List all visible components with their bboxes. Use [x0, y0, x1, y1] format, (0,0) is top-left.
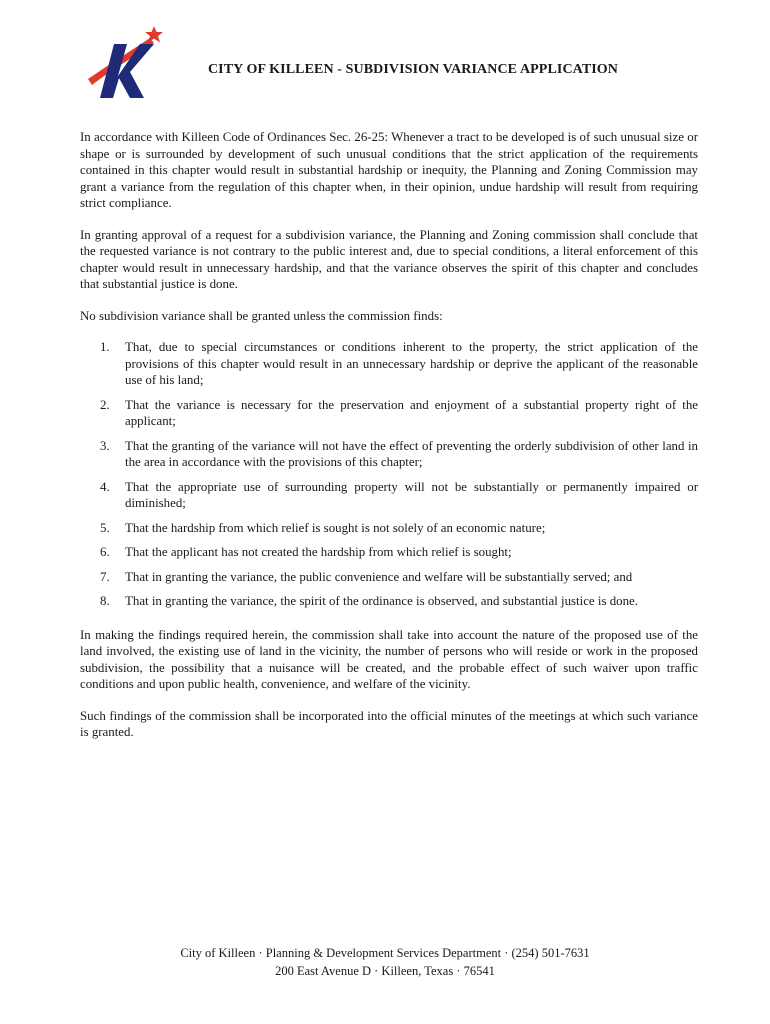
page-footer [0, 944, 770, 980]
finding-text: That the applicant has not created the hardship from which relief is sought; [125, 545, 512, 559]
finding-number: 3. [100, 438, 110, 453]
finding-number: 7. [100, 569, 110, 584]
finding-item [80, 479, 698, 512]
finding-text: That the appropriate use of surrounding property will not be substantially or permanently impaired or diminished; [125, 479, 698, 510]
finding-number: 2. [100, 397, 110, 412]
finding-text: That the granting of the variance will not have the effect of preventing the orderly subdivision of other land in the area in accordance with the provisions of this chapter; [125, 438, 698, 469]
finding-item [80, 544, 698, 561]
document-title: CITY OF KILLEEN - SUBDIVISION VARIANCE APPLICATION [207, 62, 619, 77]
finding-number: 6. [100, 545, 110, 559]
finding-text: That the hardship from which relief is sought is not solely of an economic nature; [125, 520, 546, 535]
intro-paragraph-findings-lead: No subdivision variance shall be granted unless the commission finds: [80, 308, 443, 323]
finding-number: 4. [100, 479, 110, 494]
finding-number: 5. [100, 520, 110, 535]
finding-text: That, due to special circumstances or conditions inherent to the property, the strict application of the provisions of this chapter would result in an unnecessary hardship or deprive the applicant of the reasonable use of his land; [125, 340, 698, 387]
finding-item [80, 520, 698, 537]
footer-address-line: 200 East Avenue D · Killeen, Texas · 76541 [275, 964, 495, 978]
finding-item [80, 593, 698, 610]
finding-text: That the variance is necessary for the preservation and enjoyment of a substantial property right of the applicant; [125, 397, 698, 428]
finding-item [80, 339, 698, 389]
footer-department-line: City of Killeen · Planning & Development Services Department · (254) 501-7631 [180, 946, 590, 960]
finding-number: 8. [100, 594, 110, 608]
finding-item [80, 438, 698, 471]
finding-item [80, 397, 698, 430]
closing-paragraph-considerations: In making the findings required herein, the commission shall take into account the nature of the proposed use of the land involved, the existing use of land in the vicinity, the number of persons who will reside or work in the proposed subdivision, the possibility that a nuisance will be created, and the probable effect of such waiver upon traffic conditions and upon public health, convenience, and welfare of the vicinity. [80, 627, 698, 691]
intro-paragraph-approval: In granting approval of a request for a subdivision variance, the Planning and Zoning commission shall conclude that the requested variance is not contrary to the public interest and, due to special conditions, a literal enforcement of this chapter would result in unnecessary hardship, and that the variance observes the spirit of this chapter and concludes that substantial justice is done. [80, 227, 698, 291]
findings-list [80, 339, 698, 610]
finding-item [80, 569, 698, 586]
finding-text: That in granting the variance, the spirit of the ordinance is observed, and substantial justice is done. [125, 594, 638, 608]
finding-number: 1. [100, 340, 110, 354]
document-body [80, 129, 698, 756]
finding-text: That in granting the variance, the public convenience and welfare will be substantially served; and [125, 569, 633, 584]
closing-paragraph-minutes: Such findings of the commission shall be incorporated into the official minutes of the meetings at which such variance is granted. [80, 708, 698, 739]
intro-paragraph-ordinance: In accordance with Killeen Code of Ordinances Sec. 26-25: Whenever a tract to be developed is of such unusual size or shape or is surrounded by development of such unusual conditions that the strict application of the requirements contained in this chapter would result in substantial hardship or inequity, the Planning and Zoning Commission may grant a variance from the regulation of this chapter when, in their opinion, undue hardship will result from requiring strict compliance. [80, 130, 698, 210]
